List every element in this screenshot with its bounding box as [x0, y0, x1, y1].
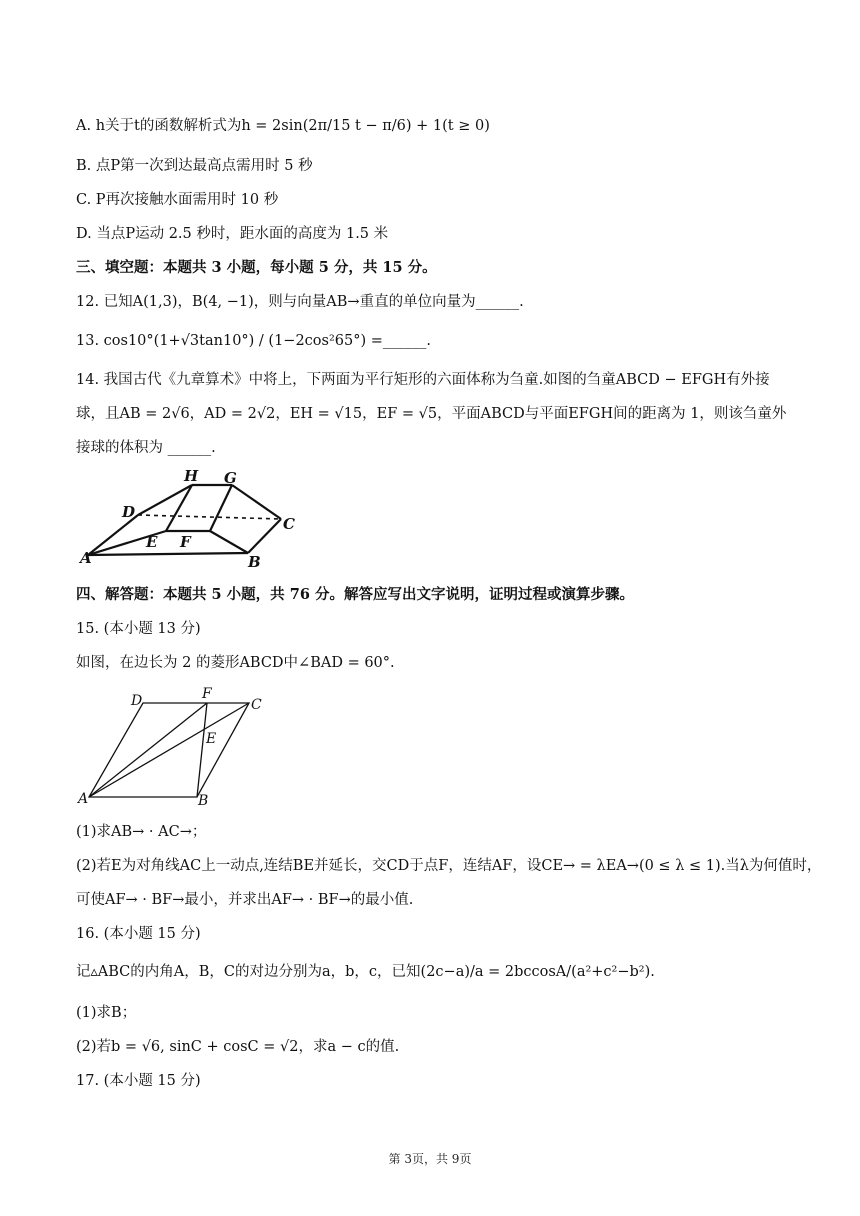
fig15-label-f: F — [202, 686, 212, 702]
question-15-part2-line1: (2)若E为对角线AC上一动点,连结BE并延长，交CD于点F，连结AF，设CE→ = λEA→(0 ≤ λ ≤ 1).当λ为何值时， — [76, 858, 822, 874]
question-15: 15. (本小题 13 分) — [76, 621, 201, 637]
fig15-label-a: A — [78, 791, 89, 807]
question-15-part1: (1)求AB→ · AC→； — [76, 824, 207, 840]
question-14-line2: 球，且AB = 2√6，AD = 2√2，EH = √15，EF = √5，平面ABCD与平面EFGH间的距离为 1，则该刍童外 — [76, 406, 787, 422]
question-12: 12. 已知A(1,3)，B(4, −1)，则与向量AB→重直的单位向量为______. — [76, 294, 524, 310]
fig14-label-e: E — [146, 533, 158, 551]
fig14-label-d: D — [122, 503, 136, 521]
option-a: A. h关于t的函数解析式为h = 2sin(2π/15 t − π/6) + 1(t ≥ 0) — [76, 118, 490, 134]
fig15-label-b: B — [198, 793, 209, 809]
question-16-part2: (2)若b = √6, sinC + cosC = √2，求a − c的值. — [76, 1039, 400, 1055]
figure-14-frustum — [76, 463, 316, 573]
question-16: 16. (本小题 15 分) — [76, 926, 201, 942]
fig15-label-e: E — [206, 731, 217, 747]
fig14-label-f: F — [180, 533, 191, 551]
question-13: 13. cos10°(1+√3tan10°) / (1−2cos²65°) =______. — [76, 333, 432, 349]
question-15-part2-line2: 可使AF→ · BF→最小，并求出AF→ · BF→的最小值. — [76, 892, 414, 908]
fig14-label-h: H — [184, 467, 199, 485]
fig14-label-c: C — [283, 515, 295, 533]
fig14-label-g: G — [224, 469, 237, 487]
section-3-heading: 三、填空题：本题共 3 小题，每小题 5 分，共 15 分。 — [76, 259, 437, 276]
option-c: C. P再次接触水面需用时 10 秒 — [76, 192, 279, 208]
option-b: B. 点P第一次到达最高点需用时 5 秒 — [76, 158, 313, 174]
question-14-line1: 14. 我国古代《九章算术》中将上，下两面为平行矩形的六面体称为刍童.如图的刍童ABCD − EFGH有外接 — [76, 372, 770, 388]
question-17: 17. (本小题 15 分) — [76, 1073, 201, 1089]
question-14-line3: 接球的体积为 ______. — [76, 440, 216, 456]
question-16-intro: 记▵ABC的内角A，B，C的对边分别为a，b，c，已知(2c−a)/a = 2bccosA/(a²+c²−b²). — [76, 964, 655, 980]
question-15-intro: 如图，在边长为 2 的菱形ABCD中∠BAD = 60°. — [76, 655, 395, 671]
section-4-heading: 四、解答题：本题共 5 小题，共 76 分。解答应写出文字说明，证明过程或演算步骤。 — [76, 586, 634, 603]
question-16-part1: (1)求B； — [76, 1005, 137, 1021]
fig14-label-b: B — [248, 553, 261, 571]
figure-15-rhombus — [76, 683, 276, 813]
option-d: D. 当点P运动 2.5 秒时，距水面的高度为 1.5 米 — [76, 226, 389, 242]
fig15-label-c: C — [251, 697, 262, 713]
fig14-label-a: A — [80, 549, 92, 567]
page-footer: 第 3页，共 9页 — [388, 1152, 472, 1166]
fig15-label-d: D — [131, 693, 143, 709]
